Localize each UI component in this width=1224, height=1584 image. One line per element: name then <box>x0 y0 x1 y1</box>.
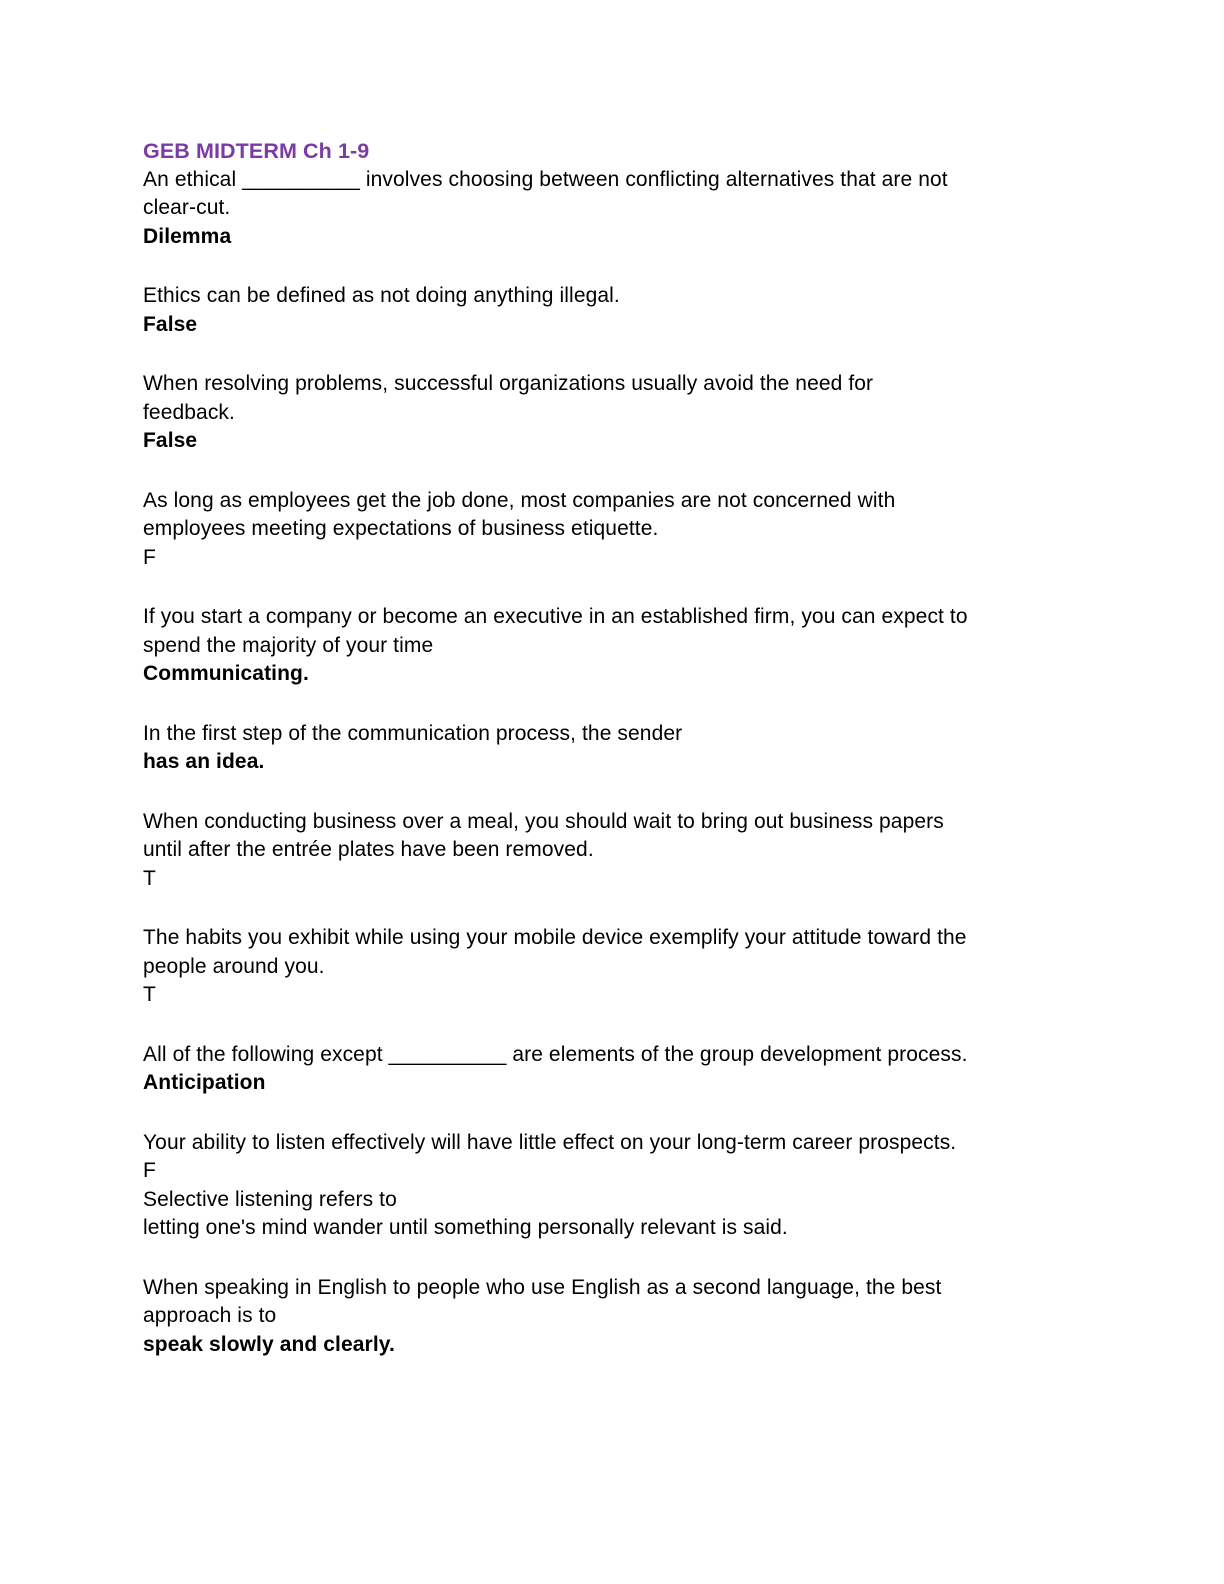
qa-block <box>143 1274 1103 1360</box>
question-line: feedback. <box>143 400 235 424</box>
qa-block <box>143 1129 1103 1243</box>
qa-block <box>143 808 1103 894</box>
qa-block <box>143 924 1103 1010</box>
answer-line: False <box>143 312 198 336</box>
question-line: people around you. <box>143 954 325 978</box>
question-line: employees meeting expectations of business etiquette. <box>143 517 659 540</box>
answer-line: T <box>143 866 156 890</box>
answer-line: F <box>143 1159 156 1182</box>
question-line: until after the entrée plates have been removed. <box>143 838 594 861</box>
question-line: spend the majority of your time <box>143 633 434 657</box>
answer-line: letting one's mind wander until something personally relevant is said. <box>143 1216 788 1239</box>
question-line: When conducting business over a meal, you should wait to bring out business papers <box>143 809 944 833</box>
answer-line: Communicating. <box>143 662 309 685</box>
answer-line: speak slowly and clearly. <box>143 1332 395 1356</box>
question-line: approach is to <box>143 1304 277 1327</box>
answer-line: F <box>143 545 156 569</box>
question-line: The habits you exhibit while using your mobile device exemplify your attitude toward the <box>143 926 967 949</box>
question-line: Ethics can be defined as not doing anything illegal. <box>143 284 620 307</box>
page-title: GEB MIDTERM Ch 1-9 <box>143 139 370 163</box>
question-line: Your ability to listen effectively will have little effect on your long-term career prospects. <box>143 1130 957 1154</box>
question-line: As long as employees get the job done, most companies are not concerned with <box>143 488 896 512</box>
document-page <box>143 137 1103 1359</box>
question-line: Selective listening refers to <box>143 1187 397 1211</box>
qa-block <box>143 370 1103 456</box>
question-line: clear-cut. <box>143 196 231 219</box>
question-line: An ethical __________ involves choosing between conflicting alternatives that are not <box>143 167 948 191</box>
qa-block <box>143 720 1103 777</box>
qa-block <box>143 603 1103 689</box>
question-line: When speaking in English to people who use English as a second language, the best <box>143 1275 942 1299</box>
question-line: When resolving problems, successful organizations usually avoid the need for <box>143 372 874 395</box>
answer-line: T <box>143 983 156 1006</box>
question-line: If you start a company or become an executive in an established firm, you can expect to <box>143 605 968 628</box>
qa-block <box>143 487 1103 573</box>
answer-line: False <box>143 429 198 452</box>
answer-line: Anticipation <box>143 1071 266 1094</box>
answer-line: Dilemma <box>143 224 232 248</box>
qa-block <box>143 166 1103 252</box>
question-line: All of the following except __________ are elements of the group development process. <box>143 1042 968 1066</box>
qa-block <box>143 282 1103 339</box>
question-line: In the first step of the communication process, the sender <box>143 721 683 745</box>
answer-line: has an idea. <box>143 750 265 773</box>
qa-block <box>143 1041 1103 1098</box>
